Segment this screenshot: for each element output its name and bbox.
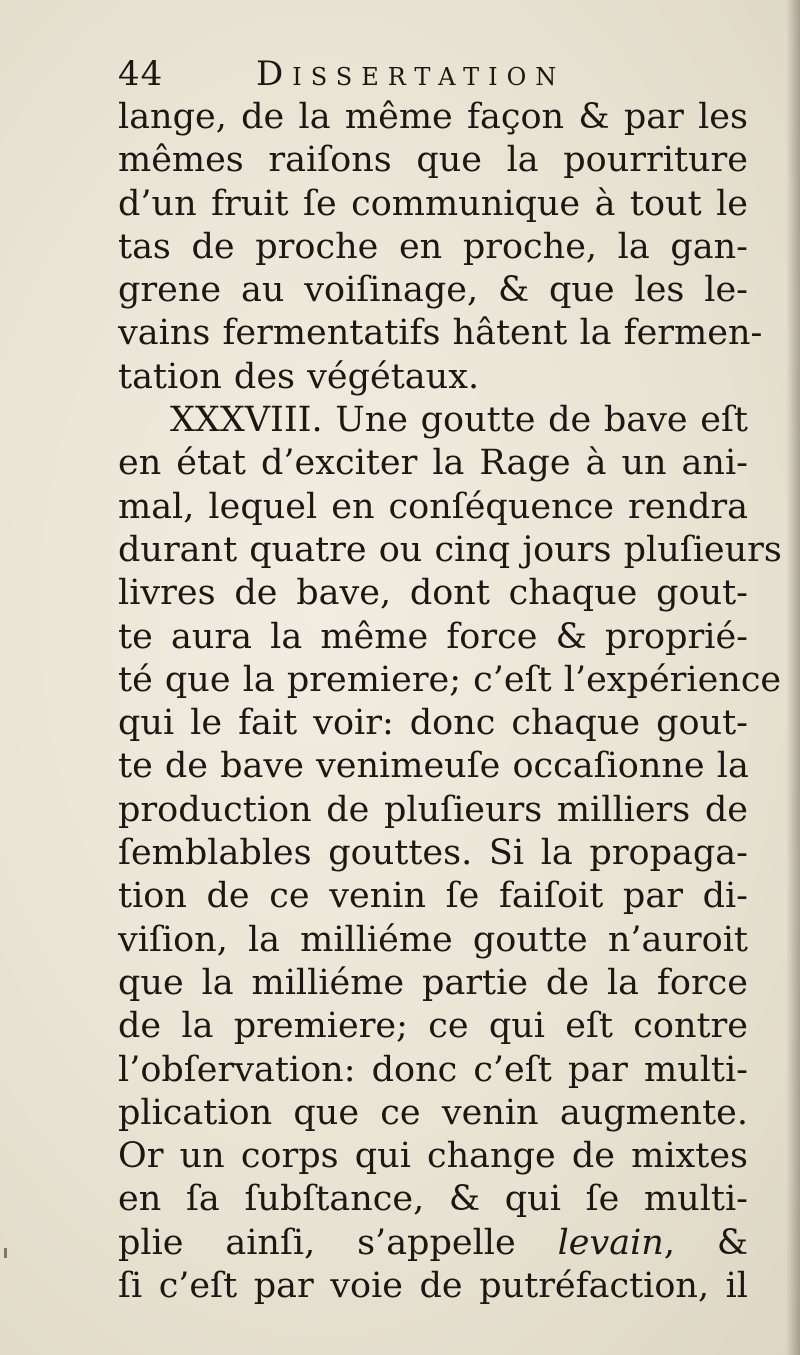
body-text xyxy=(118,96,782,1308)
text-line: grene au voiſinage, & que les le- xyxy=(118,270,748,311)
text-line: vains fermentatifs hâtent la fermen- xyxy=(118,313,763,354)
italic-term: levain xyxy=(557,1222,664,1263)
text-line: qui le fait voir: donc chaque gout- xyxy=(118,703,748,744)
text-line: té que la premiere; c’eſt l’expérience xyxy=(118,659,782,700)
page-edge-shadow xyxy=(786,0,800,1355)
text-line: te aura la même force & proprié- xyxy=(118,616,748,657)
text-line: l’obſervation: donc c’eſt par multi- xyxy=(118,1049,748,1090)
text-line: plication que ce venin augmente. xyxy=(118,1092,748,1133)
text-line: mal, lequel en conſéquence rendra xyxy=(118,486,748,527)
text-line-with-italic xyxy=(118,1222,748,1265)
running-head: Dissertation xyxy=(256,54,566,94)
text-line: ſi c’eſt par voie de putréfaction, il xyxy=(118,1266,748,1307)
text-line: viſion, la milliéme goutte n’auroit xyxy=(118,919,748,960)
text-line: tation des végétaux. xyxy=(118,356,480,397)
text-line: livres de bave, dont chaque gout- xyxy=(118,573,748,614)
section-heading-line: XXXVIII. Une goutte de bave eſt xyxy=(170,400,748,441)
text-line: de la premiere; ce qui eſt contre xyxy=(118,1006,748,1047)
text-line: en ſa ſubſtance, & qui ſe multi- xyxy=(118,1179,748,1220)
text-line: Or un corps qui change de mixtes xyxy=(118,1136,748,1177)
text-line: que la milliéme partie de la force xyxy=(118,962,748,1003)
text-line: lange, de la même façon & par les xyxy=(118,97,748,137)
text-fragment: plie ainſi, s’appelle xyxy=(118,1222,516,1263)
text-line: tion de ce venin ſe faiſoit par di- xyxy=(118,876,748,917)
text-line: production de pluſieurs milliers de xyxy=(118,789,748,830)
page-number: 44 xyxy=(118,54,164,94)
text-line: en état d’exciter la Rage à un ani- xyxy=(118,443,748,484)
text-fragment: , & xyxy=(663,1222,748,1263)
text-line: durant quatre ou cinq jours pluſieurs xyxy=(118,529,782,570)
page-header xyxy=(118,52,738,96)
text-line: ſemblables gouttes. Si la propaga- xyxy=(118,833,748,874)
text-line: mêmes raiſons que la pourriture xyxy=(118,140,748,181)
margin-mark xyxy=(4,1248,7,1258)
text-line: d’un fruit ſe communique à tout le xyxy=(118,183,748,224)
text-line: tas de proche en proche, la gan- xyxy=(118,226,748,267)
text-line: te de bave venimeuſe occaſionne la xyxy=(118,746,749,787)
